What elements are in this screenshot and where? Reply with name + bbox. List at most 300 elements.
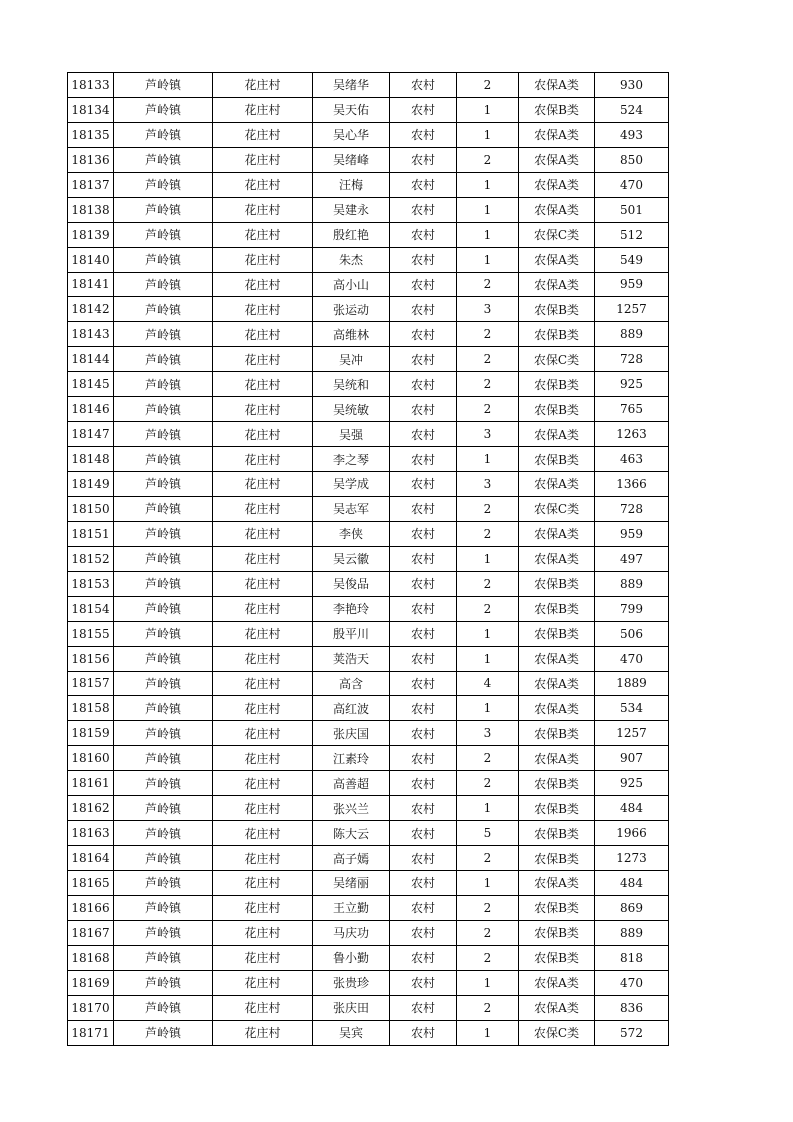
table-row xyxy=(68,197,669,222)
type-cell: 农村 xyxy=(390,796,457,821)
id-cell: 18170 xyxy=(68,995,114,1020)
type-cell: 农村 xyxy=(390,73,457,98)
amount-cell: 534 xyxy=(595,696,669,721)
town-cell: 芦岭镇 xyxy=(114,646,213,671)
household-count-cell: 2 xyxy=(457,920,519,945)
type-cell: 农村 xyxy=(390,895,457,920)
table-row xyxy=(68,721,669,746)
amount-cell: 493 xyxy=(595,122,669,147)
village-cell: 花庄村 xyxy=(213,945,313,970)
table-row xyxy=(68,920,669,945)
type-cell: 农村 xyxy=(390,746,457,771)
name-cell: 吴云徽 xyxy=(313,546,390,571)
name-cell: 张贵珍 xyxy=(313,970,390,995)
category-cell: 农保A类 xyxy=(519,122,595,147)
name-cell: 张兴兰 xyxy=(313,796,390,821)
id-cell: 18156 xyxy=(68,646,114,671)
category-cell: 农保A类 xyxy=(519,73,595,98)
amount-cell: 484 xyxy=(595,871,669,896)
name-cell: 高小山 xyxy=(313,272,390,297)
village-cell: 花庄村 xyxy=(213,397,313,422)
village-cell: 花庄村 xyxy=(213,521,313,546)
type-cell: 农村 xyxy=(390,621,457,646)
amount-cell: 850 xyxy=(595,147,669,172)
id-cell: 18167 xyxy=(68,920,114,945)
id-cell: 18145 xyxy=(68,372,114,397)
village-cell: 花庄村 xyxy=(213,796,313,821)
amount-cell: 836 xyxy=(595,995,669,1020)
table-row xyxy=(68,970,669,995)
household-count-cell: 1 xyxy=(457,621,519,646)
table-row xyxy=(68,147,669,172)
type-cell: 农村 xyxy=(390,197,457,222)
village-cell: 花庄村 xyxy=(213,347,313,372)
village-cell: 花庄村 xyxy=(213,322,313,347)
type-cell: 农村 xyxy=(390,272,457,297)
town-cell: 芦岭镇 xyxy=(114,272,213,297)
household-count-cell: 4 xyxy=(457,671,519,696)
amount-cell: 869 xyxy=(595,895,669,920)
household-count-cell: 3 xyxy=(457,422,519,447)
id-cell: 18154 xyxy=(68,596,114,621)
table-row xyxy=(68,372,669,397)
amount-cell: 1273 xyxy=(595,846,669,871)
category-cell: 农保B类 xyxy=(519,821,595,846)
household-count-cell: 2 xyxy=(457,895,519,920)
category-cell: 农保A类 xyxy=(519,521,595,546)
category-cell: 农保B类 xyxy=(519,796,595,821)
table-row xyxy=(68,671,669,696)
name-cell: 李艳玲 xyxy=(313,596,390,621)
category-cell: 农保A类 xyxy=(519,546,595,571)
category-cell: 农保A类 xyxy=(519,970,595,995)
table-row xyxy=(68,646,669,671)
type-cell: 农村 xyxy=(390,397,457,422)
amount-cell: 889 xyxy=(595,920,669,945)
village-cell: 花庄村 xyxy=(213,995,313,1020)
name-cell: 吴天佑 xyxy=(313,97,390,122)
table-row xyxy=(68,122,669,147)
category-cell: 农保B类 xyxy=(519,397,595,422)
town-cell: 芦岭镇 xyxy=(114,347,213,372)
amount-cell: 1257 xyxy=(595,297,669,322)
town-cell: 芦岭镇 xyxy=(114,895,213,920)
type-cell: 农村 xyxy=(390,247,457,272)
household-count-cell: 2 xyxy=(457,496,519,521)
type-cell: 农村 xyxy=(390,920,457,945)
village-cell: 花庄村 xyxy=(213,447,313,472)
household-count-cell: 2 xyxy=(457,995,519,1020)
amount-cell: 959 xyxy=(595,521,669,546)
category-cell: 农保B类 xyxy=(519,322,595,347)
household-count-cell: 1 xyxy=(457,696,519,721)
village-cell: 花庄村 xyxy=(213,970,313,995)
village-cell: 花庄村 xyxy=(213,472,313,497)
table-row xyxy=(68,247,669,272)
id-cell: 18171 xyxy=(68,1020,114,1045)
category-cell: 农保A类 xyxy=(519,422,595,447)
household-count-cell: 1 xyxy=(457,646,519,671)
amount-cell: 506 xyxy=(595,621,669,646)
amount-cell: 470 xyxy=(595,172,669,197)
amount-cell: 1366 xyxy=(595,472,669,497)
village-cell: 花庄村 xyxy=(213,771,313,796)
name-cell: 吴强 xyxy=(313,422,390,447)
amount-cell: 463 xyxy=(595,447,669,472)
household-count-cell: 1 xyxy=(457,546,519,571)
name-cell: 吴统和 xyxy=(313,372,390,397)
village-cell: 花庄村 xyxy=(213,721,313,746)
household-count-cell: 1 xyxy=(457,197,519,222)
household-count-cell: 2 xyxy=(457,347,519,372)
name-cell: 张庆田 xyxy=(313,995,390,1020)
town-cell: 芦岭镇 xyxy=(114,197,213,222)
name-cell: 张庆国 xyxy=(313,721,390,746)
town-cell: 芦岭镇 xyxy=(114,447,213,472)
type-cell: 农村 xyxy=(390,347,457,372)
town-cell: 芦岭镇 xyxy=(114,422,213,447)
id-cell: 18144 xyxy=(68,347,114,372)
town-cell: 芦岭镇 xyxy=(114,871,213,896)
household-count-cell: 3 xyxy=(457,721,519,746)
type-cell: 农村 xyxy=(390,122,457,147)
town-cell: 芦岭镇 xyxy=(114,995,213,1020)
name-cell: 吴绪华 xyxy=(313,73,390,98)
village-cell: 花庄村 xyxy=(213,596,313,621)
household-count-cell: 1 xyxy=(457,970,519,995)
category-cell: 农保B类 xyxy=(519,297,595,322)
category-cell: 农保B类 xyxy=(519,596,595,621)
table-row xyxy=(68,322,669,347)
town-cell: 芦岭镇 xyxy=(114,945,213,970)
category-cell: 农保B类 xyxy=(519,895,595,920)
table-row xyxy=(68,297,669,322)
amount-cell: 470 xyxy=(595,646,669,671)
village-cell: 花庄村 xyxy=(213,621,313,646)
town-cell: 芦岭镇 xyxy=(114,97,213,122)
amount-cell: 925 xyxy=(595,771,669,796)
category-cell: 农保B类 xyxy=(519,571,595,596)
category-cell: 农保B类 xyxy=(519,447,595,472)
amount-cell: 1263 xyxy=(595,422,669,447)
table-row xyxy=(68,347,669,372)
id-cell: 18155 xyxy=(68,621,114,646)
amount-cell: 512 xyxy=(595,222,669,247)
household-count-cell: 1 xyxy=(457,871,519,896)
town-cell: 芦岭镇 xyxy=(114,546,213,571)
household-count-cell: 2 xyxy=(457,596,519,621)
town-cell: 芦岭镇 xyxy=(114,147,213,172)
amount-cell: 484 xyxy=(595,796,669,821)
category-cell: 农保A类 xyxy=(519,746,595,771)
town-cell: 芦岭镇 xyxy=(114,696,213,721)
id-cell: 18169 xyxy=(68,970,114,995)
town-cell: 芦岭镇 xyxy=(114,322,213,347)
amount-cell: 501 xyxy=(595,197,669,222)
table-row xyxy=(68,821,669,846)
village-cell: 花庄村 xyxy=(213,746,313,771)
household-count-cell: 1 xyxy=(457,1020,519,1045)
name-cell: 高维林 xyxy=(313,322,390,347)
subsidy-table xyxy=(67,72,669,1046)
id-cell: 18163 xyxy=(68,821,114,846)
town-cell: 芦岭镇 xyxy=(114,222,213,247)
name-cell: 吴俊品 xyxy=(313,571,390,596)
name-cell: 高子嫣 xyxy=(313,846,390,871)
village-cell: 花庄村 xyxy=(213,846,313,871)
household-count-cell: 3 xyxy=(457,297,519,322)
id-cell: 18152 xyxy=(68,546,114,571)
category-cell: 农保B类 xyxy=(519,771,595,796)
amount-cell: 1889 xyxy=(595,671,669,696)
type-cell: 农村 xyxy=(390,297,457,322)
town-cell: 芦岭镇 xyxy=(114,621,213,646)
id-cell: 18161 xyxy=(68,771,114,796)
household-count-cell: 1 xyxy=(457,172,519,197)
id-cell: 18138 xyxy=(68,197,114,222)
name-cell: 鲁小勤 xyxy=(313,945,390,970)
village-cell: 花庄村 xyxy=(213,97,313,122)
village-cell: 花庄村 xyxy=(213,422,313,447)
category-cell: 农保A类 xyxy=(519,671,595,696)
amount-cell: 728 xyxy=(595,347,669,372)
name-cell: 李侠 xyxy=(313,521,390,546)
type-cell: 农村 xyxy=(390,721,457,746)
type-cell: 农村 xyxy=(390,447,457,472)
amount-cell: 572 xyxy=(595,1020,669,1045)
type-cell: 农村 xyxy=(390,970,457,995)
town-cell: 芦岭镇 xyxy=(114,796,213,821)
id-cell: 18160 xyxy=(68,746,114,771)
amount-cell: 818 xyxy=(595,945,669,970)
name-cell: 汪梅 xyxy=(313,172,390,197)
name-cell: 朱杰 xyxy=(313,247,390,272)
village-cell: 花庄村 xyxy=(213,372,313,397)
type-cell: 农村 xyxy=(390,846,457,871)
type-cell: 农村 xyxy=(390,322,457,347)
village-cell: 花庄村 xyxy=(213,272,313,297)
town-cell: 芦岭镇 xyxy=(114,297,213,322)
category-cell: 农保A类 xyxy=(519,871,595,896)
village-cell: 花庄村 xyxy=(213,147,313,172)
id-cell: 18135 xyxy=(68,122,114,147)
table-row xyxy=(68,397,669,422)
category-cell: 农保B类 xyxy=(519,97,595,122)
town-cell: 芦岭镇 xyxy=(114,746,213,771)
name-cell: 吴心华 xyxy=(313,122,390,147)
amount-cell: 470 xyxy=(595,970,669,995)
household-count-cell: 2 xyxy=(457,945,519,970)
table-body xyxy=(68,73,669,1046)
table-row xyxy=(68,746,669,771)
category-cell: 农保C类 xyxy=(519,496,595,521)
category-cell: 农保C类 xyxy=(519,1020,595,1045)
town-cell: 芦岭镇 xyxy=(114,247,213,272)
household-count-cell: 2 xyxy=(457,771,519,796)
name-cell: 张运动 xyxy=(313,297,390,322)
name-cell: 王立勤 xyxy=(313,895,390,920)
town-cell: 芦岭镇 xyxy=(114,846,213,871)
table-row xyxy=(68,97,669,122)
town-cell: 芦岭镇 xyxy=(114,1020,213,1045)
id-cell: 18150 xyxy=(68,496,114,521)
town-cell: 芦岭镇 xyxy=(114,920,213,945)
id-cell: 18142 xyxy=(68,297,114,322)
table-row xyxy=(68,571,669,596)
category-cell: 农保A类 xyxy=(519,247,595,272)
type-cell: 农村 xyxy=(390,995,457,1020)
name-cell: 殷红艳 xyxy=(313,222,390,247)
table-row xyxy=(68,995,669,1020)
category-cell: 农保A类 xyxy=(519,472,595,497)
amount-cell: 549 xyxy=(595,247,669,272)
household-count-cell: 1 xyxy=(457,97,519,122)
id-cell: 18147 xyxy=(68,422,114,447)
town-cell: 芦岭镇 xyxy=(114,172,213,197)
name-cell: 吴学成 xyxy=(313,472,390,497)
type-cell: 农村 xyxy=(390,571,457,596)
town-cell: 芦岭镇 xyxy=(114,721,213,746)
type-cell: 农村 xyxy=(390,496,457,521)
household-count-cell: 2 xyxy=(457,397,519,422)
id-cell: 18166 xyxy=(68,895,114,920)
table-row xyxy=(68,796,669,821)
village-cell: 花庄村 xyxy=(213,297,313,322)
type-cell: 农村 xyxy=(390,671,457,696)
name-cell: 吴统敏 xyxy=(313,397,390,422)
village-cell: 花庄村 xyxy=(213,247,313,272)
type-cell: 农村 xyxy=(390,472,457,497)
household-count-cell: 2 xyxy=(457,272,519,297)
category-cell: 农保A类 xyxy=(519,197,595,222)
id-cell: 18137 xyxy=(68,172,114,197)
amount-cell: 728 xyxy=(595,496,669,521)
type-cell: 农村 xyxy=(390,696,457,721)
town-cell: 芦岭镇 xyxy=(114,771,213,796)
amount-cell: 889 xyxy=(595,322,669,347)
id-cell: 18134 xyxy=(68,97,114,122)
village-cell: 花庄村 xyxy=(213,895,313,920)
category-cell: 农保A类 xyxy=(519,696,595,721)
name-cell: 吴志军 xyxy=(313,496,390,521)
table-row xyxy=(68,771,669,796)
household-count-cell: 2 xyxy=(457,571,519,596)
household-count-cell: 2 xyxy=(457,322,519,347)
type-cell: 农村 xyxy=(390,97,457,122)
table-row xyxy=(68,846,669,871)
type-cell: 农村 xyxy=(390,821,457,846)
table-row xyxy=(68,73,669,98)
village-cell: 花庄村 xyxy=(213,496,313,521)
name-cell: 高红波 xyxy=(313,696,390,721)
table-row xyxy=(68,871,669,896)
type-cell: 农村 xyxy=(390,222,457,247)
household-count-cell: 1 xyxy=(457,247,519,272)
type-cell: 农村 xyxy=(390,1020,457,1045)
household-count-cell: 2 xyxy=(457,147,519,172)
id-cell: 18153 xyxy=(68,571,114,596)
amount-cell: 1966 xyxy=(595,821,669,846)
name-cell: 吴冲 xyxy=(313,347,390,372)
name-cell: 吴绪峰 xyxy=(313,147,390,172)
type-cell: 农村 xyxy=(390,147,457,172)
name-cell: 高含 xyxy=(313,671,390,696)
name-cell: 吴宾 xyxy=(313,1020,390,1045)
town-cell: 芦岭镇 xyxy=(114,571,213,596)
table-row xyxy=(68,895,669,920)
category-cell: 农保C类 xyxy=(519,222,595,247)
town-cell: 芦岭镇 xyxy=(114,821,213,846)
household-count-cell: 3 xyxy=(457,472,519,497)
category-cell: 农保A类 xyxy=(519,147,595,172)
id-cell: 18164 xyxy=(68,846,114,871)
name-cell: 马庆功 xyxy=(313,920,390,945)
village-cell: 花庄村 xyxy=(213,671,313,696)
household-count-cell: 1 xyxy=(457,122,519,147)
category-cell: 农保B类 xyxy=(519,920,595,945)
id-cell: 18141 xyxy=(68,272,114,297)
id-cell: 18162 xyxy=(68,796,114,821)
town-cell: 芦岭镇 xyxy=(114,596,213,621)
household-count-cell: 2 xyxy=(457,846,519,871)
village-cell: 花庄村 xyxy=(213,1020,313,1045)
name-cell: 江素玲 xyxy=(313,746,390,771)
category-cell: 农保A类 xyxy=(519,272,595,297)
name-cell: 吴绪丽 xyxy=(313,871,390,896)
household-count-cell: 2 xyxy=(457,372,519,397)
id-cell: 18149 xyxy=(68,472,114,497)
village-cell: 花庄村 xyxy=(213,871,313,896)
household-count-cell: 2 xyxy=(457,73,519,98)
household-count-cell: 1 xyxy=(457,222,519,247)
type-cell: 农村 xyxy=(390,372,457,397)
town-cell: 芦岭镇 xyxy=(114,73,213,98)
table-row xyxy=(68,1020,669,1045)
category-cell: 农保A类 xyxy=(519,646,595,671)
village-cell: 花庄村 xyxy=(213,122,313,147)
amount-cell: 889 xyxy=(595,571,669,596)
name-cell: 李之琴 xyxy=(313,447,390,472)
category-cell: 农保A类 xyxy=(519,995,595,1020)
village-cell: 花庄村 xyxy=(213,646,313,671)
id-cell: 18158 xyxy=(68,696,114,721)
amount-cell: 765 xyxy=(595,397,669,422)
table-row xyxy=(68,596,669,621)
village-cell: 花庄村 xyxy=(213,696,313,721)
category-cell: 农保C类 xyxy=(519,347,595,372)
village-cell: 花庄村 xyxy=(213,821,313,846)
id-cell: 18139 xyxy=(68,222,114,247)
town-cell: 芦岭镇 xyxy=(114,397,213,422)
table-row xyxy=(68,546,669,571)
id-cell: 18148 xyxy=(68,447,114,472)
town-cell: 芦岭镇 xyxy=(114,521,213,546)
household-count-cell: 2 xyxy=(457,746,519,771)
town-cell: 芦岭镇 xyxy=(114,970,213,995)
type-cell: 农村 xyxy=(390,871,457,896)
type-cell: 农村 xyxy=(390,422,457,447)
amount-cell: 925 xyxy=(595,372,669,397)
amount-cell: 930 xyxy=(595,73,669,98)
amount-cell: 497 xyxy=(595,546,669,571)
village-cell: 花庄村 xyxy=(213,920,313,945)
amount-cell: 799 xyxy=(595,596,669,621)
table-row xyxy=(68,172,669,197)
id-cell: 18146 xyxy=(68,397,114,422)
town-cell: 芦岭镇 xyxy=(114,122,213,147)
type-cell: 农村 xyxy=(390,521,457,546)
category-cell: 农保B类 xyxy=(519,945,595,970)
